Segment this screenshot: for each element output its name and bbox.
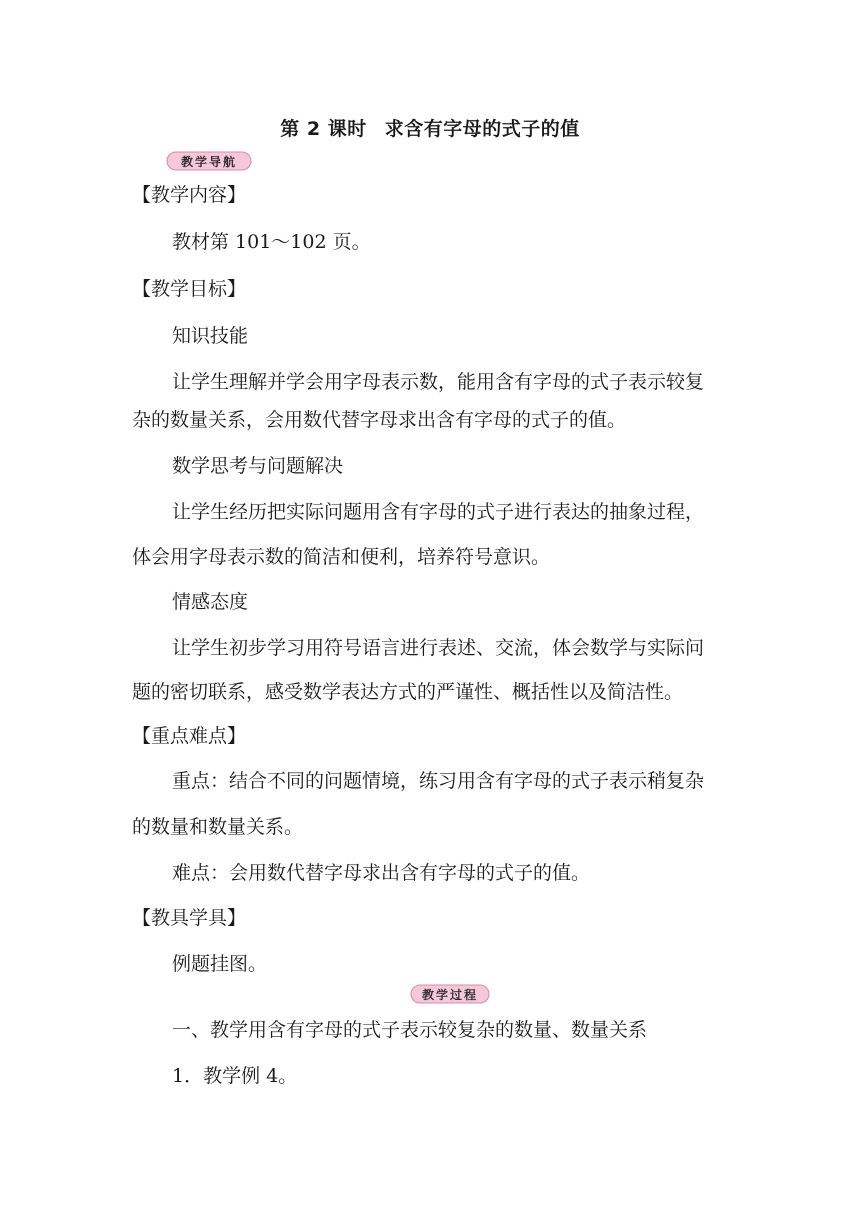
goals-heading: 【教学目标】	[132, 278, 247, 300]
paragraph-line: 让学生初步学习用符号语言进行表述、交流，体会数学与实际问	[172, 637, 705, 659]
page-title	[0, 114, 860, 141]
goal-attitude-heading: 情感态度	[172, 591, 249, 613]
paragraph-line: 让学生理解并学会用字母表示数，能用含有字母的式子表示较复	[172, 371, 705, 393]
teaching-nav-badge	[166, 150, 252, 172]
paragraph-line: 难点：会用数代替字母求出含有字母的式子的值。	[172, 862, 591, 884]
goal-knowledge-heading: 知识技能	[172, 325, 249, 347]
example-heading: 1．教学例 4。	[172, 1065, 298, 1087]
paragraph-line: 杂的数量关系，会用数代替字母求出含有字母的式子的值。	[132, 409, 627, 431]
content-heading: 【教学内容】	[132, 184, 247, 206]
teaching-process-badge	[410, 983, 490, 1005]
goal-thinking-heading: 数学思考与问题解决	[172, 455, 344, 477]
paragraph-line: 体会用字母表示数的简洁和便利，培养符号意识。	[132, 546, 551, 568]
paragraph-line: 的数量和数量关系。	[132, 816, 304, 838]
tools-text: 例题挂图。	[172, 953, 268, 975]
tools-heading: 【教具学具】	[132, 907, 247, 929]
paragraph-line: 重点：结合不同的问题情境，练习用含有字母的式子表示稍复杂	[172, 770, 705, 792]
content-text: 教材第 101～102 页。	[172, 231, 371, 253]
key-points-heading: 【重点难点】	[132, 725, 247, 747]
badge-label: 教学过程	[421, 987, 478, 1002]
badge-label: 教学导航	[180, 154, 237, 169]
paragraph-line: 题的密切联系，感受数学表达方式的严谨性、概括性以及简洁性。	[132, 681, 684, 703]
lesson-number: 第 2 课时	[280, 118, 367, 140]
step-heading: 一、教学用含有字母的式子表示较复杂的数量、数量关系	[172, 1019, 648, 1041]
lesson-topic: 求含有字母的式子的值	[384, 118, 580, 140]
paragraph-line: 让学生经历把实际问题用含有字母的式子进行表达的抽象过程，	[172, 501, 705, 523]
